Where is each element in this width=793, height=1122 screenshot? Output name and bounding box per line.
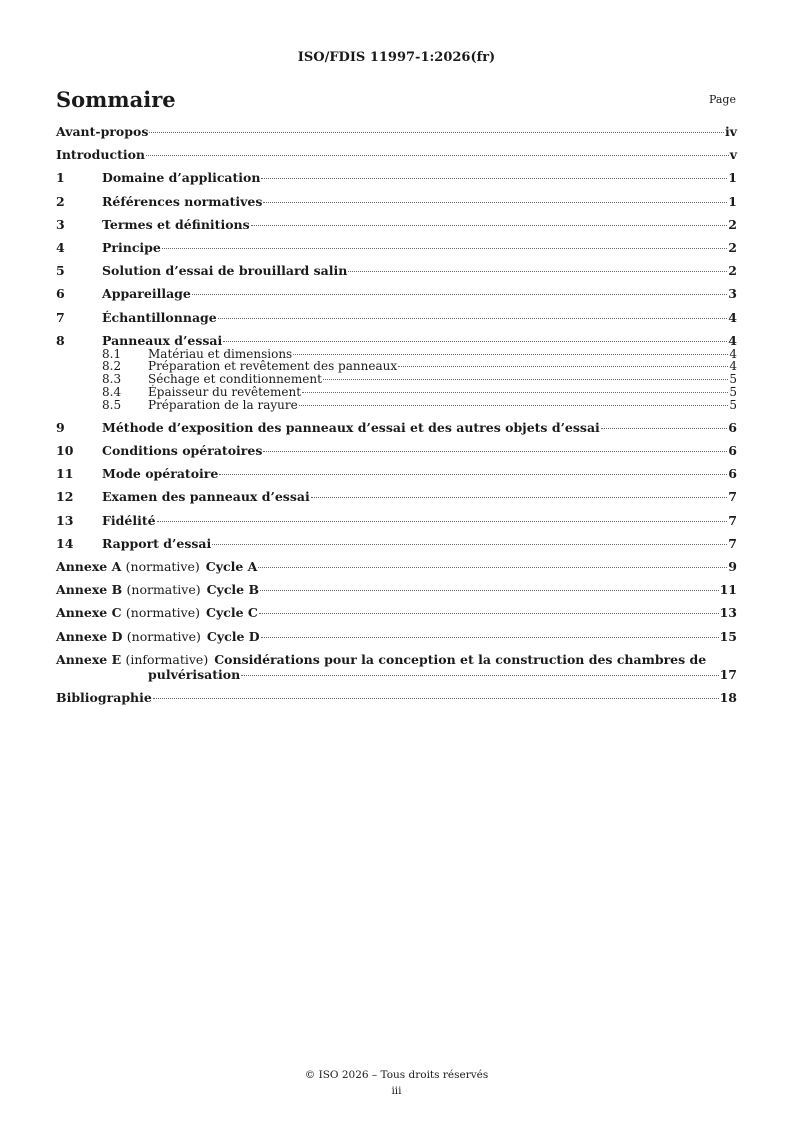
toc-entry-label: Épaisseur du revêtement bbox=[148, 385, 302, 400]
toc-entry[interactable] bbox=[56, 194, 737, 209]
toc-entry-page: 7 bbox=[728, 512, 737, 528]
toc-entry-number: 8.3 bbox=[102, 372, 122, 387]
toc-entry-number: 1 bbox=[56, 170, 65, 186]
dot-leader bbox=[261, 178, 727, 179]
toc-entry-number: 5 bbox=[56, 263, 65, 279]
toc-entry-page: 6 bbox=[728, 466, 737, 482]
toc-entry-number: 8.5 bbox=[102, 397, 122, 412]
toc-entry-page: 5 bbox=[729, 385, 737, 400]
toc-entry-label: Mode opératoire bbox=[102, 466, 219, 482]
dot-leader bbox=[149, 132, 724, 133]
toc-entry-label: Fidélité bbox=[102, 512, 156, 528]
page-column-label: Page bbox=[708, 93, 736, 106]
page-number: iii bbox=[391, 1085, 402, 1097]
toc-entry-page: 4 bbox=[729, 359, 737, 374]
toc-entry-label: Échantillonnage bbox=[102, 309, 217, 325]
toc-annex-label bbox=[56, 605, 258, 620]
dot-leader bbox=[293, 354, 728, 355]
dot-leader bbox=[348, 271, 727, 272]
toc-entry-label: Introduction bbox=[56, 147, 146, 163]
annex-prefix: Annexe D bbox=[56, 628, 123, 644]
dot-leader bbox=[302, 392, 728, 393]
dot-leader bbox=[261, 637, 719, 638]
annex-title: Cycle B bbox=[206, 582, 260, 598]
toc-entry[interactable] bbox=[56, 513, 737, 528]
toc-entry-label: Références normatives bbox=[102, 193, 263, 209]
dot-leader bbox=[323, 379, 728, 380]
toc-entry[interactable] bbox=[56, 536, 737, 551]
annex-type: (normative) bbox=[126, 582, 201, 598]
toc-entry-label: Appareillage bbox=[102, 286, 191, 302]
dot-leader bbox=[601, 428, 728, 429]
toc-entry-page: 11 bbox=[719, 582, 737, 598]
toc-entry[interactable] bbox=[56, 124, 737, 139]
annex-prefix: Annexe A bbox=[56, 558, 122, 574]
dot-leader bbox=[263, 202, 727, 203]
dot-leader bbox=[162, 248, 727, 249]
toc-entry[interactable] bbox=[56, 263, 737, 278]
toc-entry[interactable] bbox=[56, 240, 737, 255]
toc-entry-label: Avant-propos bbox=[56, 124, 149, 139]
toc-entry[interactable] bbox=[56, 420, 737, 435]
dot-leader bbox=[218, 318, 728, 319]
dot-leader bbox=[260, 590, 719, 591]
toc-annex-entry[interactable] bbox=[56, 605, 737, 620]
toc-annex-entry[interactable] bbox=[56, 629, 737, 644]
toc-entry-number: 8.4 bbox=[102, 385, 122, 400]
toc-entry-label: Conditions opératoires bbox=[102, 443, 263, 459]
toc-annex-label bbox=[56, 582, 259, 597]
toc-annex-label bbox=[56, 629, 260, 644]
toc-entry-page: 4 bbox=[728, 309, 737, 325]
annex-e-line2 bbox=[56, 667, 737, 682]
toc-entry-label: Séchage et conditionnement bbox=[148, 372, 322, 387]
toc-subentry[interactable] bbox=[56, 386, 737, 399]
toc-annex-label bbox=[56, 559, 257, 574]
toc-entry-page: 17 bbox=[719, 666, 737, 682]
dot-leader bbox=[153, 698, 719, 699]
annex-prefix: Annexe B bbox=[56, 582, 123, 598]
toc-entry-number: 10 bbox=[56, 443, 74, 459]
toc-entry-page: 4 bbox=[728, 332, 737, 348]
toc-entry[interactable] bbox=[56, 286, 737, 301]
toc-entry-number: 8 bbox=[56, 332, 65, 348]
dot-leader bbox=[157, 521, 728, 522]
annex-type: (normative) bbox=[125, 558, 200, 574]
toc-entry-label: Matériau et dimensions bbox=[148, 346, 293, 361]
toc-entry[interactable] bbox=[56, 333, 737, 348]
toc-entry-page: 2 bbox=[728, 263, 737, 279]
toc-entry[interactable] bbox=[56, 489, 737, 504]
annex-title: Considérations pour la conception et la construction des chambres de bbox=[214, 651, 707, 667]
toc-entry-page: 2 bbox=[728, 216, 737, 232]
annex-title: Cycle C bbox=[206, 605, 258, 621]
toc-annex-entry[interactable] bbox=[56, 582, 737, 597]
toc-entry-number: 6 bbox=[56, 286, 65, 302]
toc-entry-page: iv bbox=[724, 124, 737, 139]
document-id: ISO/FDIS 11997-1:2026(fr) bbox=[297, 50, 496, 65]
dot-leader bbox=[259, 613, 719, 614]
copyright-notice: © ISO 2026 – Tous droits réservés bbox=[304, 1069, 489, 1081]
toc-entry-number: 4 bbox=[56, 239, 65, 255]
dot-leader bbox=[212, 544, 727, 545]
annex-type: (informative) bbox=[125, 651, 209, 667]
toc-annex-entry[interactable] bbox=[56, 652, 737, 682]
toc-entry-label: Examen des panneaux d’essai bbox=[102, 489, 310, 505]
toc-entry-number: 2 bbox=[56, 193, 65, 209]
toc-entry-page: 6 bbox=[728, 443, 737, 459]
toc-entry-label: Panneaux d’essai bbox=[102, 332, 223, 348]
dot-leader bbox=[398, 366, 728, 367]
toc-entry-number: 3 bbox=[56, 216, 65, 232]
annex-type: (normative) bbox=[126, 628, 201, 644]
annex-e-line1 bbox=[56, 652, 737, 667]
toc-entry[interactable] bbox=[56, 443, 737, 458]
annex-title-continued: pulvérisation bbox=[148, 666, 241, 682]
toc-entry-label: Solution d’essai de brouillard salin bbox=[102, 263, 348, 279]
toc-entry[interactable] bbox=[56, 466, 737, 481]
annex-prefix: Annexe C bbox=[56, 605, 122, 621]
toc-entry-label: Préparation et revêtement des panneaux bbox=[148, 359, 398, 374]
toc-entry-page: 4 bbox=[729, 346, 737, 361]
toc-entry-number: 13 bbox=[56, 512, 74, 528]
toc-entry-page: 6 bbox=[728, 419, 737, 435]
toc-entry-page: 7 bbox=[728, 535, 737, 551]
toc-entry-page: 5 bbox=[729, 397, 737, 412]
dot-leader bbox=[192, 294, 727, 295]
toc-entry-number: 9 bbox=[56, 419, 65, 435]
toc-entry-page: 13 bbox=[719, 605, 737, 621]
annex-title: Cycle A bbox=[205, 558, 258, 574]
toc-entry[interactable] bbox=[56, 147, 737, 162]
toc-subentry[interactable] bbox=[56, 399, 737, 412]
toc-entry-page: 3 bbox=[728, 286, 737, 302]
toc-entry-label: Méthode d’exposition des panneaux d’essai et des autres objets d’essai bbox=[102, 419, 600, 435]
toc-entry-page: 7 bbox=[728, 489, 737, 505]
annex-type: (normative) bbox=[125, 605, 200, 621]
dot-leader bbox=[241, 675, 718, 676]
toc-entry-number: 8.2 bbox=[102, 359, 122, 374]
toc-entry-number: 14 bbox=[56, 535, 74, 551]
toc-annex-entry[interactable] bbox=[56, 559, 737, 574]
toc-entry-page: 15 bbox=[719, 628, 737, 644]
toc-entry-page: 18 bbox=[719, 689, 737, 705]
toc-entry-label: Bibliographie bbox=[56, 689, 152, 705]
toc-entry-page: 2 bbox=[728, 239, 737, 255]
toc-entry[interactable] bbox=[56, 217, 737, 232]
toc-entry[interactable] bbox=[56, 170, 737, 185]
toc-entry-label: Termes et définitions bbox=[102, 216, 250, 232]
toc-title: Sommaire bbox=[56, 87, 176, 112]
dot-leader bbox=[251, 225, 728, 226]
dot-leader bbox=[311, 497, 728, 498]
toc-entry-number: 12 bbox=[56, 489, 74, 505]
toc-entry[interactable] bbox=[56, 310, 737, 325]
page-footer bbox=[0, 1067, 793, 1099]
table-of-contents bbox=[56, 124, 737, 705]
annex-prefix: Annexe E bbox=[56, 651, 122, 667]
dot-leader bbox=[219, 474, 727, 475]
dot-leader bbox=[258, 567, 727, 568]
dot-leader bbox=[223, 341, 727, 342]
dot-leader bbox=[263, 451, 727, 452]
toc-entry-number: 11 bbox=[56, 466, 74, 482]
dot-leader bbox=[299, 405, 729, 406]
toc-entry-page: 1 bbox=[728, 193, 737, 209]
toc-entry-page: v bbox=[729, 147, 737, 163]
toc-entry-number: 8.1 bbox=[102, 346, 122, 361]
toc-bibliography-entry[interactable] bbox=[56, 690, 737, 705]
annex-title: Cycle D bbox=[206, 628, 260, 644]
toc-entry-page: 5 bbox=[729, 372, 737, 387]
toc-entry-label: Rapport d’essai bbox=[102, 535, 212, 551]
toc-entry-label: Domaine d’application bbox=[102, 170, 261, 186]
toc-entry-page: 9 bbox=[728, 558, 737, 574]
toc-entry-label: Principe bbox=[102, 239, 161, 255]
toc-entry-label: Préparation de la rayure bbox=[148, 397, 298, 412]
toc-entry-page: 1 bbox=[728, 170, 737, 186]
dot-leader bbox=[146, 155, 729, 156]
toc-entry-number: 7 bbox=[56, 309, 65, 325]
